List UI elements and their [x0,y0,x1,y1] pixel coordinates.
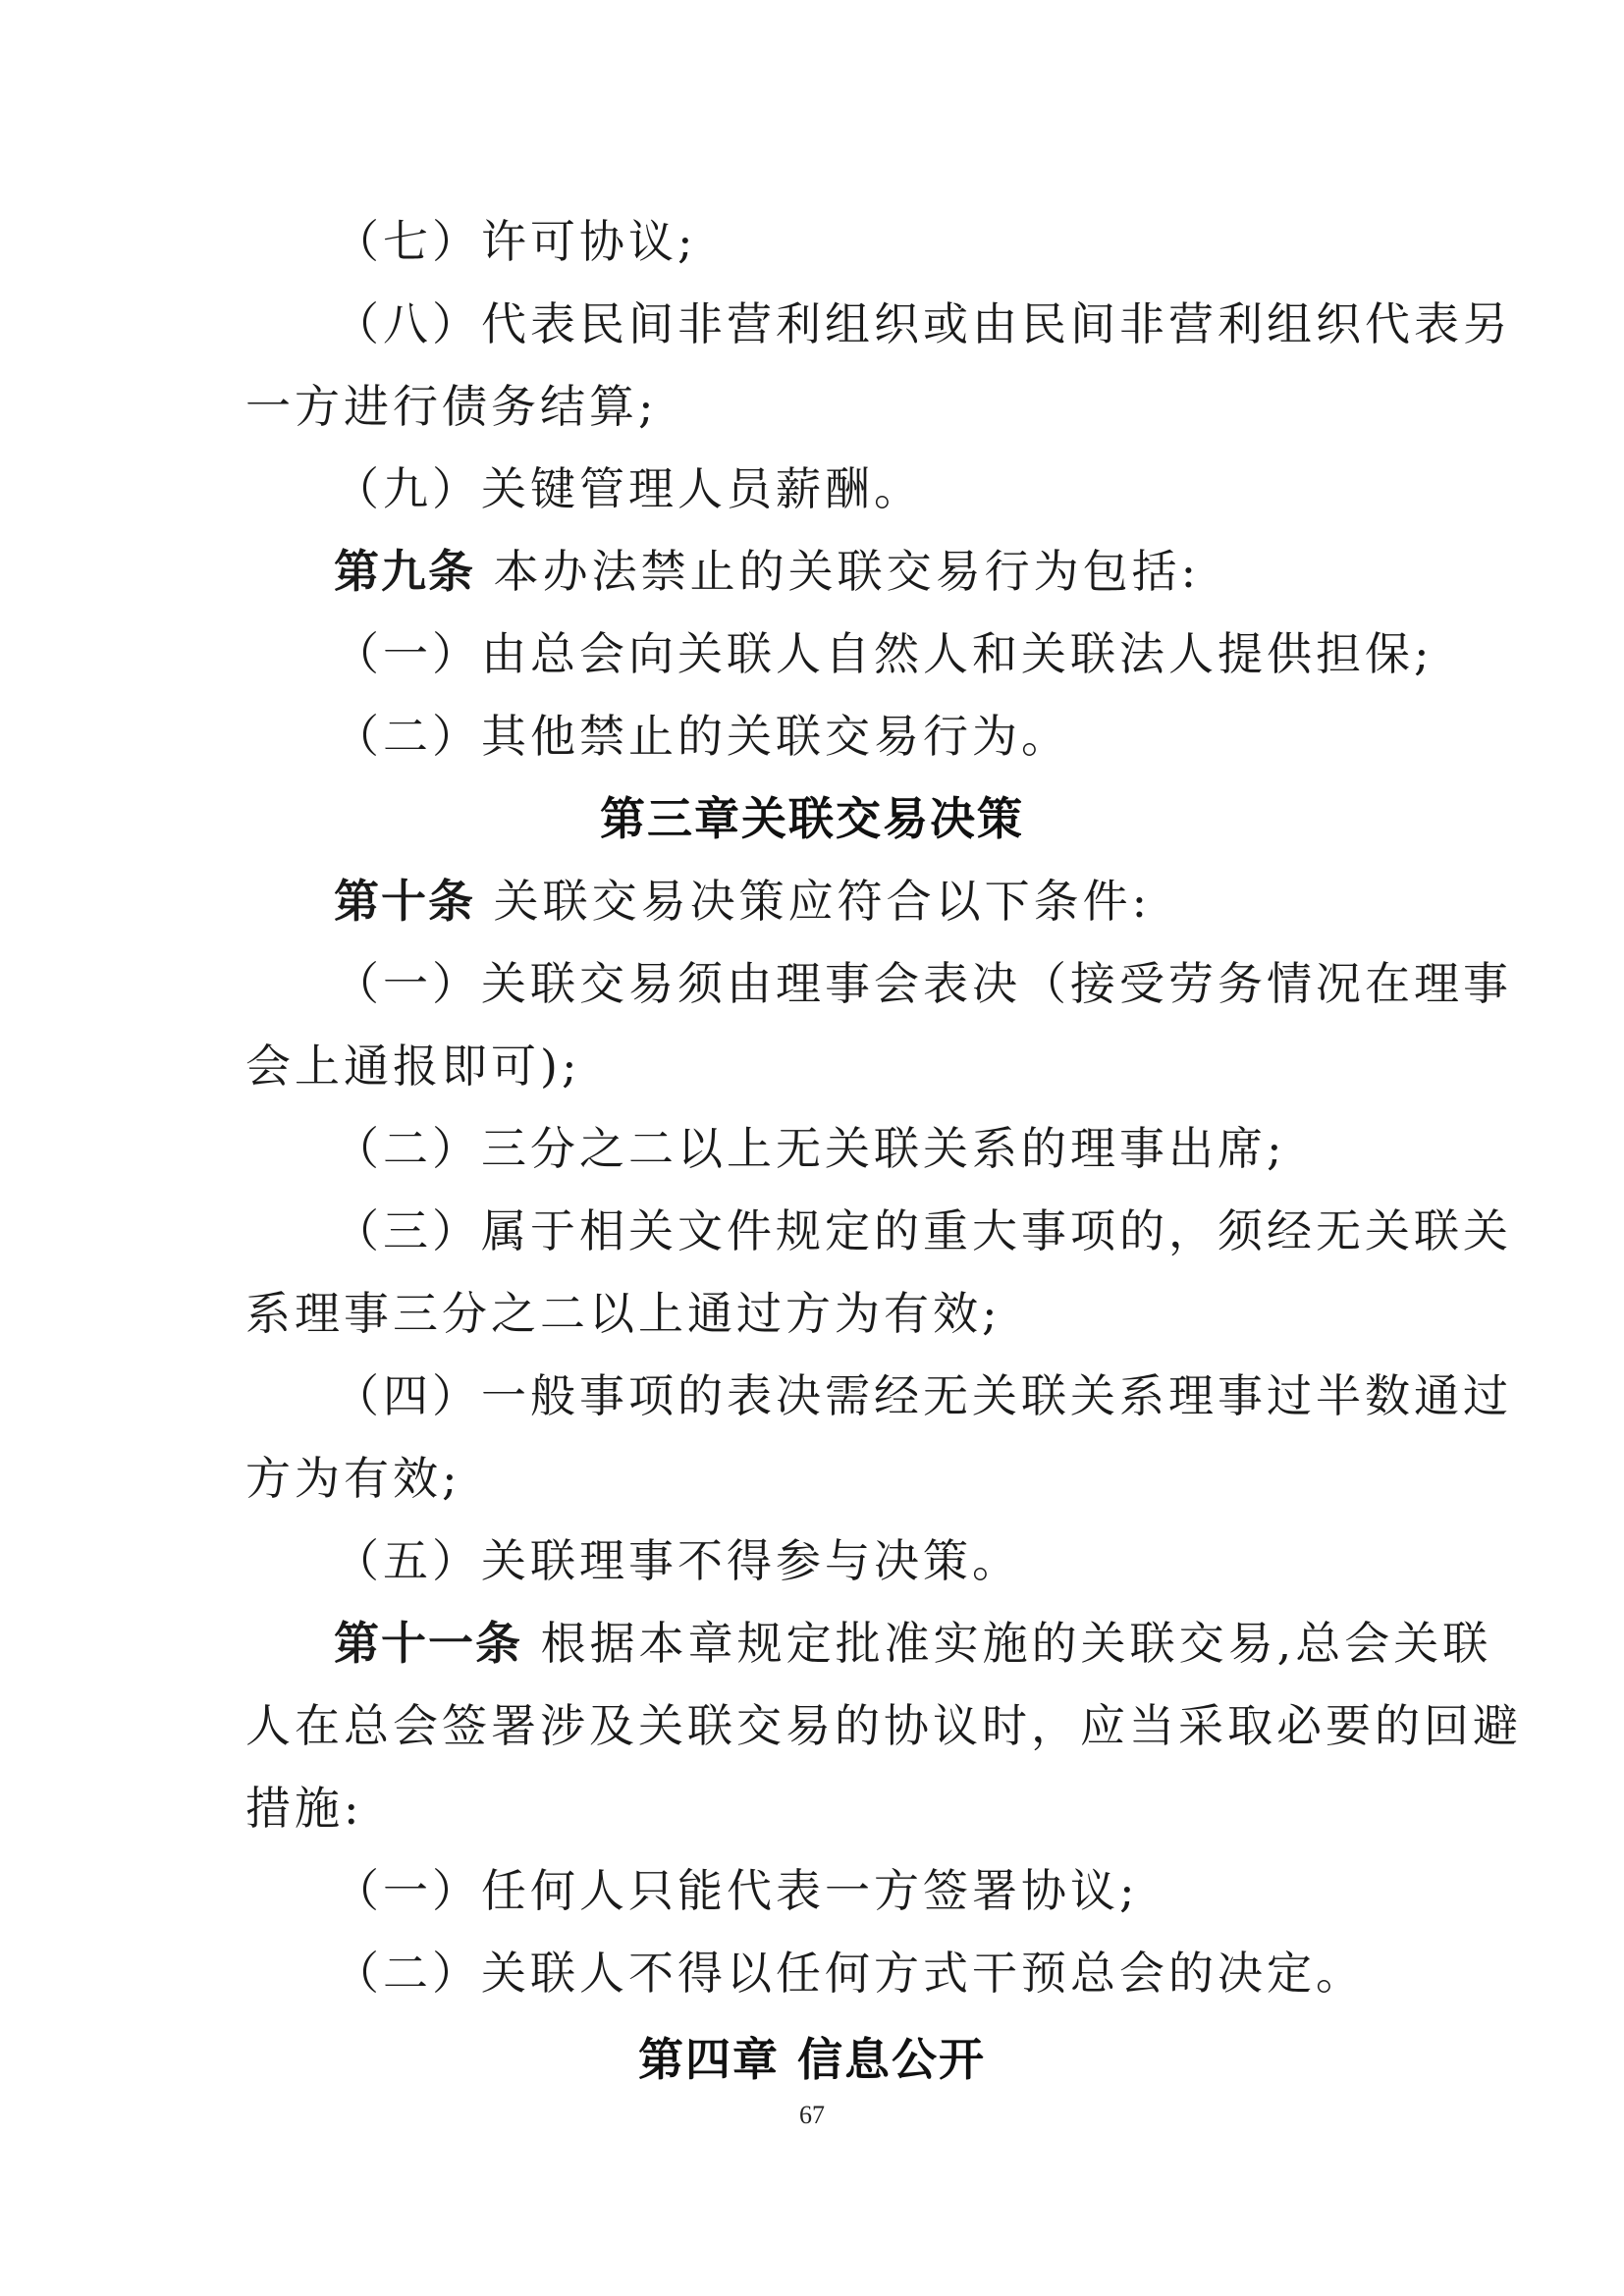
avoidance-item-1: （一）任何人只能代表一方签署协议; [334,1864,1139,1917]
item-9: （九）关键管理人员薪酬。 [334,462,923,515]
condition-4-line-2: 方为有效; [245,1452,461,1505]
chapter-3-heading: 第三章关联交易决策 [600,792,1024,845]
item-8-line-1: （八）代表民间非营利组织或由民间非营利组织代表另 [334,297,1512,350]
condition-3-line-2: 系理事三分之二以上通过方为有效; [245,1287,1001,1340]
prohibited-item-2: （二）其他禁止的关联交易行为。 [334,710,1070,763]
condition-1-line-1: （一）关联交易须由理事会表决（接受劳务情况在理事 [334,957,1512,1010]
article-11-line-1 [334,1614,1491,1673]
item-8-line-2: 一方进行债务结算; [245,380,658,433]
article-11-label: 第十一条 [334,1617,522,1670]
article-10-label: 第十条 [334,875,475,928]
condition-5: （五）关联理事不得参与决策。 [334,1534,1021,1587]
article-9 [334,542,1200,601]
condition-3-line-1: （三）属于相关文件规定的重大事项的，须经无关联关 [334,1204,1512,1257]
condition-1-line-2: 会上通报即可); [245,1040,581,1093]
prohibited-item-1: （一）由总会向关联人自然人和关联法人提供担保; [334,627,1434,680]
article-11-text: 根据本章规定批准实施的关联交易,总会关联 [540,1617,1492,1670]
article-9-label: 第九条 [334,545,475,598]
page-number: 67 [799,2101,825,2129]
article-10 [334,872,1151,931]
article-11-line-3: 措施: [245,1782,363,1835]
chapter-4-heading: 第四章 信息公开 [637,2033,986,2086]
article-11-line-2: 人在总会签署涉及关联交易的协议时，应当采取必要的回避 [245,1699,1522,1752]
condition-4-line-1: （四）一般事项的表决需经无关联关系理事过半数通过 [334,1369,1512,1422]
article-10-text: 关联交易决策应符合以下条件: [493,875,1152,928]
condition-2: （二）三分之二以上无关联关系的理事出席; [334,1122,1286,1175]
avoidance-item-2: （二）关联人不得以任何方式干预总会的决定。 [334,1947,1365,2000]
article-9-text: 本办法禁止的关联交易行为包括: [493,545,1201,598]
item-7: （七）许可协议; [334,215,697,268]
